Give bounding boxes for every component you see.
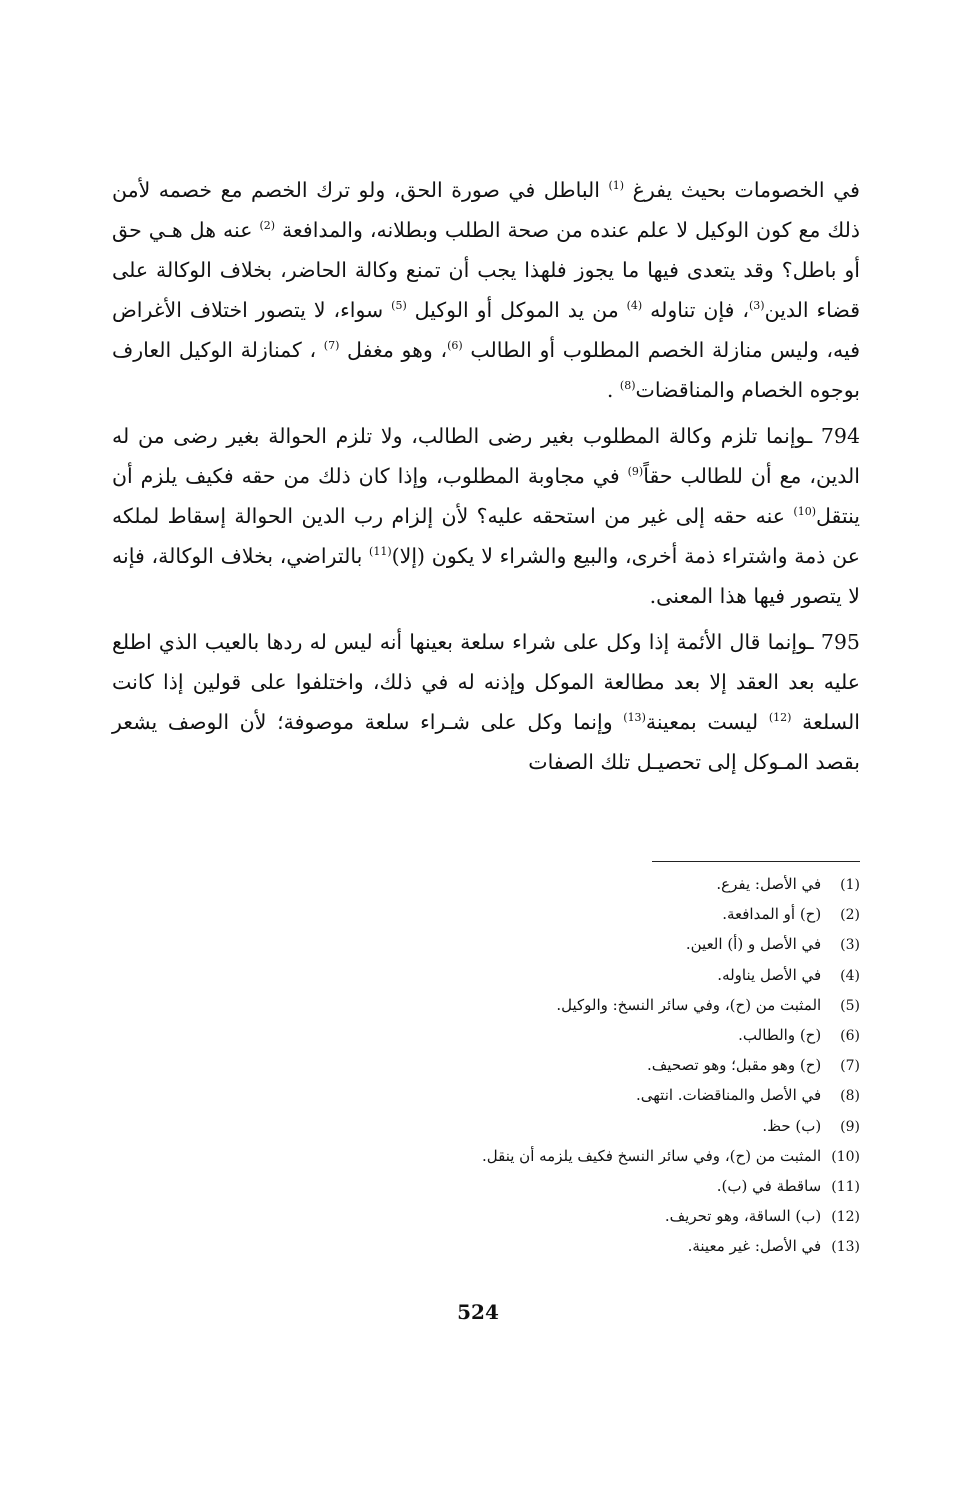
footnote-number: (4) (840, 967, 860, 984)
footnote-text: في الأصل: غير معينة. (687, 1237, 826, 1256)
footnote-number: (6) (840, 1028, 860, 1045)
footnote (300, 1081, 860, 1111)
footnote-text: المثبت من (ح)، وفي سائر النسخ فكيف يلزمه أن ينقل. (482, 1146, 826, 1165)
footnote (300, 961, 860, 991)
footnote (300, 1172, 860, 1202)
paragraph-number: 795 ـ (807, 630, 860, 654)
footnote-separator (652, 861, 860, 862)
footnote (300, 870, 860, 900)
footnote-text: في الأصل يناوله. (717, 965, 826, 984)
footnote (300, 900, 860, 930)
paragraph: 794 ـوإنما تلزم وكالة المطلوب بغير رضى الطالب، ولا تلزم الحوالة بغير رضى من له الدين، مع أن للطالب حقاً$^{(9)}$ في مجاوبة المطلوب، وإذا كان ذلك من حقه فكيف يلزم أن ينتقل$^{(10)}$ عنه حقه إلى غير من استحقه عليه؟ لأن إلزام رب الدين الحوالة إسقاط لملكه عن ذمة واشتراء ذمة أخرى، والبيع والشراء لا يكون (إلا)$^{(11)}$ بالتراضي، بخلاف الوكالة، فإنه لا يتصور فيها هذا المعنى. (112, 424, 860, 608)
footnote-number: (10) (831, 1148, 860, 1165)
page-number: 524 (457, 1300, 499, 1324)
footnote-number: (8) (840, 1088, 860, 1105)
footnote (300, 1051, 860, 1081)
footnote (300, 991, 860, 1021)
footnote-number: (9) (840, 1118, 860, 1135)
footnote (300, 1202, 860, 1232)
footnote-text: في الأصل والمناقضات. انتهى. (635, 1086, 826, 1105)
footnote-text: (ب) حظ. (762, 1116, 826, 1135)
paragraph: 795 ـوإنما قال الأئمة إذا وكل على شراء سلعة بعينها أنه ليس له ردها بالعيب الذي اطلع عليه بعد العقد إلا بعد مطالعة الموكل وإذنه له في ذلك، واختلفوا على قولين إذا كانت السلعة $^{(12)}$ ليست بمعينة$^{(13)}$ وإنما وكل على شـراء سلعة موصوفة؛ لأن الوصف يشعر بقصد المـوكل إلى تحصيـل تلك الصفات (112, 630, 860, 774)
footnote-number: (1) (840, 877, 860, 893)
footnote-text: (ح) أو المدافعة. (722, 905, 826, 924)
footnote-text: (ب) الساقة، وهو تحريف. (664, 1207, 826, 1226)
footnote (300, 1021, 860, 1051)
footnote-text: في الأصل و (أ) العين. (685, 935, 826, 954)
footnote-text: (ح) وهو مقبل؛ وهو تصحيف. (647, 1056, 826, 1075)
footnote (300, 930, 860, 960)
footnote (300, 1112, 860, 1142)
paragraph: في الخصومات بحيث يفرغ $^{(1)}$ الباطل في صورة الحق، ولو ترك الخصم مع خصمه لأمن ذلك مع كون الوكيل لا علم عنده من صحة الطلب وبطلانه، والمدافعة $^{(2)}$ عنه هل هـي حق أو باطل؟ وقد يتعدى فيها ما يجوز فلهذا يجب أن تمنع وكالة الحاضر، بخلاف الوكالة على قضاء الدين$^{(3)}$، فإن تناوله $^{(4)}$ من يد الموكل أو الوكيل $^{(5)}$ سواء، لا يتصور اختلاف الأغراض فيه، وليس منازلة الخصم المطلوب أو الطالب $^{(6)}$، وهو مغفل $^{(7)}$ ، كمنازلة الوكيل العارف بوجوه الخصام والمناقضات$^{(8)}$ . (112, 178, 860, 402)
footnote-text: ساقطة في (ب). (716, 1177, 826, 1196)
footnotes-list (300, 870, 860, 1263)
footnote (300, 1232, 860, 1262)
footnote-text: في الأصل: يفرع. (716, 875, 826, 893)
footnote-text: المثبت من (ح)، وفي سائر النسخ: والوكيل. (556, 995, 826, 1014)
footnote-number: (3) (840, 937, 860, 954)
footnote-number: (5) (840, 997, 860, 1014)
footnote-number: (2) (840, 907, 860, 924)
main-text (112, 170, 860, 782)
footnote-text: (ح) والطالب. (738, 1026, 826, 1045)
footnote (300, 1142, 860, 1172)
footnote-number: (7) (840, 1058, 860, 1075)
paragraph-number: 794 ـ (806, 424, 860, 448)
footnote-number: (12) (831, 1209, 860, 1226)
footnote-number: (13) (831, 1239, 860, 1256)
footnote-number: (11) (831, 1179, 860, 1196)
